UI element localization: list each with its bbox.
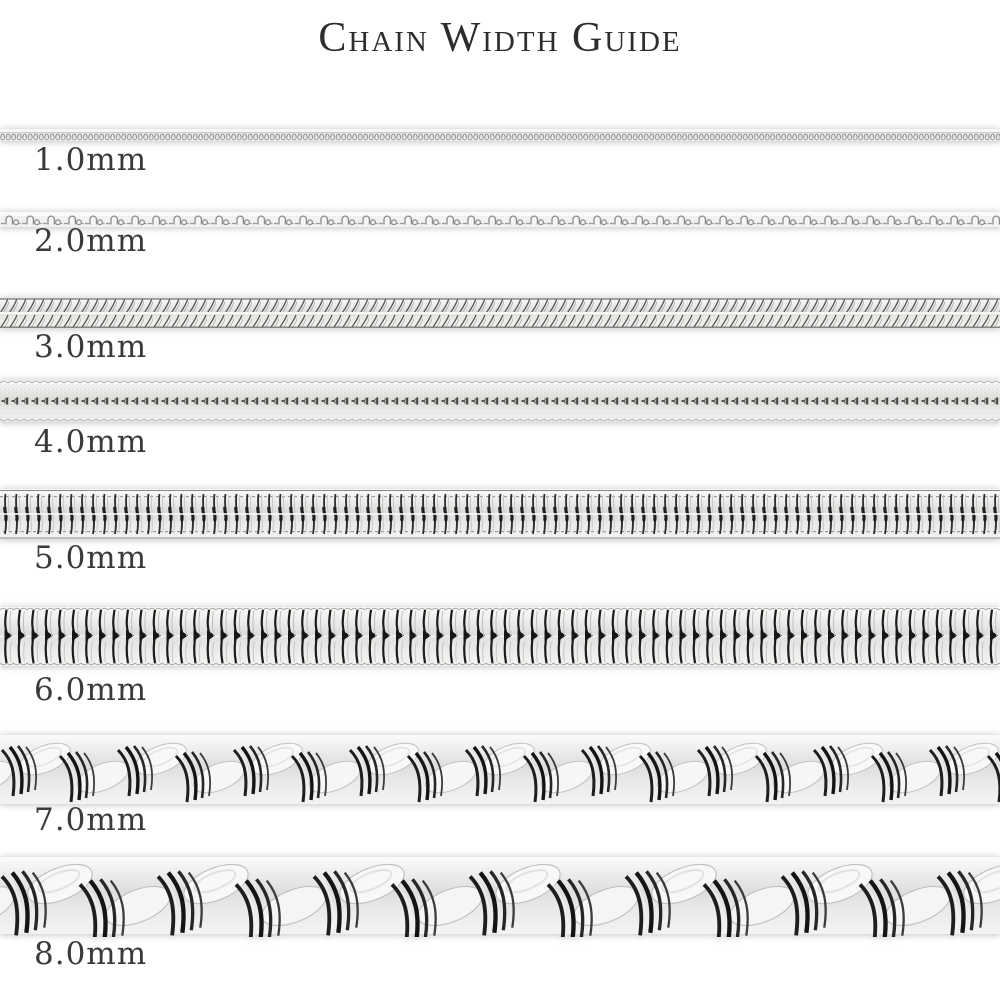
chain-size-label-4: 4.0mm (34, 424, 148, 460)
chain-size-label-6: 6.0mm (34, 672, 148, 708)
chain-size-label-8: 8.0mm (34, 936, 148, 972)
chain-image-6-0mm (0, 604, 1000, 669)
page-title: Chain Width Guide (318, 15, 682, 61)
chain-image-5-0mm (0, 486, 1000, 542)
chain-size-label-1: 1.0mm (34, 142, 148, 178)
chain-size-label-7: 7.0mm (34, 802, 148, 838)
chain-size-label-3: 3.0mm (34, 329, 148, 365)
chain-image-3-0mm (0, 296, 1000, 330)
chain-image-4-0mm (0, 376, 1000, 426)
chain-image-8-0mm (0, 854, 1000, 937)
chain-image-1-0mm (0, 129, 1000, 143)
chain-image-2-0mm (0, 210, 1000, 230)
chain-image-7-0mm (0, 731, 1000, 808)
chain-size-label-5: 5.0mm (34, 540, 148, 576)
chain-size-label-2: 2.0mm (34, 223, 148, 259)
